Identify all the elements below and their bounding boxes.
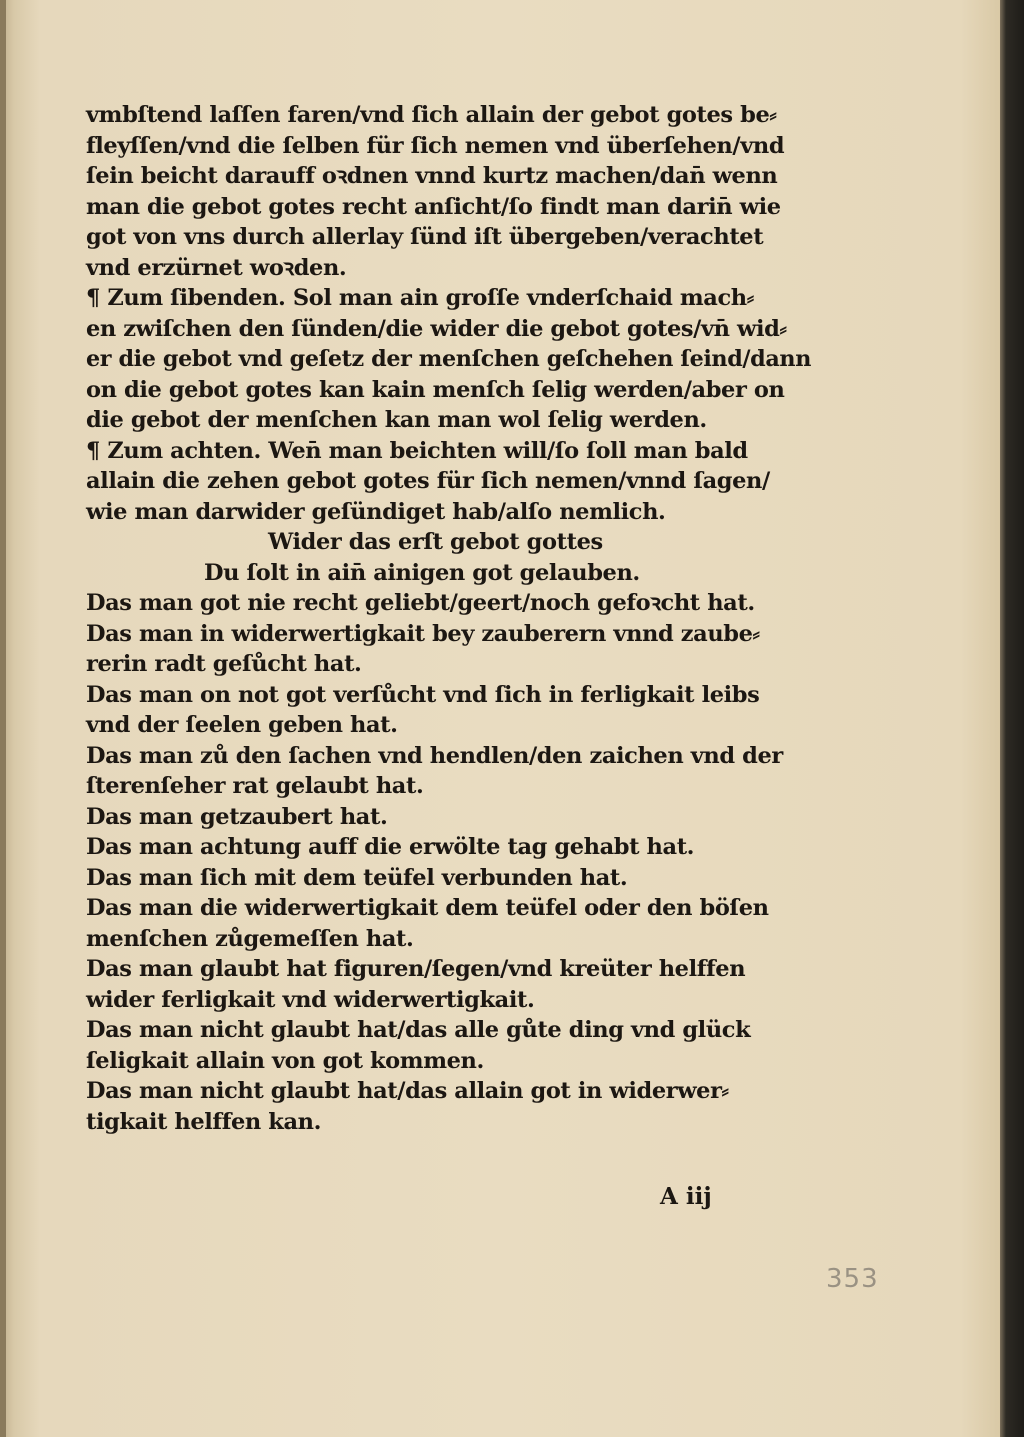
list-item: Das man nicht glaubt hat/das alle gůte ding vnd glück <box>86 1017 751 1043</box>
text-line: ſterenſeher rat gelaubt hat. <box>86 773 424 799</box>
page-right-edge <box>1000 0 1024 1437</box>
body-text <box>86 100 811 1137</box>
text-line: vmbſtend laſſen faren/vnd ſich allain der gebot gotes be⸗ <box>86 102 777 128</box>
list-item: Das man achtung auff die erwölte tag gehabt hat. <box>86 834 695 860</box>
text-line: fleyſſen/vnd die ſelben für ſich nemen vnd überſehen/vnd <box>86 132 785 159</box>
text-line: rerin radt geſůcht hat. <box>86 651 362 677</box>
text-line: en zwiſchen den ſünden/die wider die gebot gotes/vn̄ wid⸗ <box>86 315 787 342</box>
signature-mark: A iij <box>660 1183 712 1210</box>
paragraph-start-line: ¶ Zum ſibenden. Sol man ain groſſe vnderſchaid mach⸗ <box>86 285 754 311</box>
list-item: Das man die widerwertigkait dem teüfel oder den böſen <box>86 895 769 921</box>
text-line: tigkait helffen kan. <box>86 1108 322 1135</box>
commandment-line: Du ſolt in ain̄ ainigen got gelauben. <box>204 559 640 586</box>
text-line: man die gebot gotes recht anſicht/ſo findt man darin̄ wie <box>86 193 781 220</box>
list-item: Das man got nie recht geliebt/geert/noch gefoꝛcht hat. <box>86 590 755 616</box>
list-item: Das man zů den ſachen vnd hendlen/den zaichen vnd der <box>86 742 783 769</box>
text-line: on die gebot gotes kan kain menſch ſelig werden/aber on <box>86 376 785 403</box>
list-item: Das man nicht glaubt hat/das allain got in widerwer⸗ <box>86 1078 729 1104</box>
text-line: vnd erzürnet woꝛden. <box>86 254 347 281</box>
text-line: wie man darwider geſündiget hab/alſo nemlich. <box>86 498 666 525</box>
paragraph-start-line: ¶ Zum achten. Wen̄ man beichten will/ſo ſoll man bald <box>86 437 748 464</box>
text-line: er die gebot vnd geſetz der menſchen geſchehen ſeind/dann <box>86 346 811 372</box>
list-item: Das man glaubt hat figuren/ſegen/vnd kreüter helffen <box>86 956 746 982</box>
section-heading: Wider das erſt gebot gottes <box>268 529 603 555</box>
text-line: die gebot der menſchen kan man wol ſelig werden. <box>86 407 707 433</box>
list-item: Das man getzaubert hat. <box>86 803 388 830</box>
list-item: Das man ſich mit dem teüfel verbunden hat. <box>86 864 628 891</box>
list-item: Das man in widerwertigkait bey zauberern vnnd zaube⸗ <box>86 620 760 647</box>
text-line: got von vns durch allerlay ſünd iſt übergeben/verachtet <box>86 224 764 250</box>
page-left-edge <box>0 0 6 1437</box>
text-line: wider ferligkait vnd widerwertigkait. <box>86 986 535 1013</box>
list-item: Das man on not got verſůcht vnd ſich in ferligkait leibs <box>86 681 760 708</box>
text-line: ſeligkait allain von got kommen. <box>86 1047 484 1074</box>
text-line: allain die zehen gebot gotes für ſich nemen/vnnd ſagen/ <box>86 468 770 494</box>
text-line: ſein beicht darauff oꝛdnen vnnd kurtz machen/dan̄ wenn <box>86 163 778 189</box>
text-line: vnd der ſeelen geben hat. <box>86 712 398 738</box>
pencil-folio-number: 353 <box>826 1264 879 1294</box>
text-line: menſchen zůgemeſſen hat. <box>86 925 414 952</box>
